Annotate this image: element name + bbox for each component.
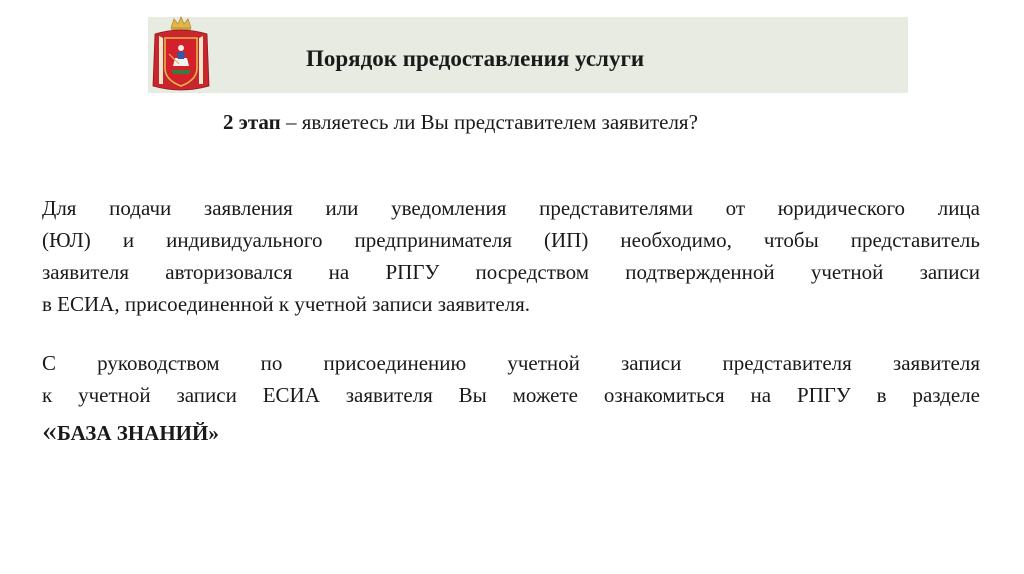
paragraph-line: (ЮЛ) и индивидуального предпринимателя (ИП) необходимо, чтобы представитель <box>42 228 980 252</box>
stage-question <box>223 110 698 135</box>
paragraph-line: заявителя авторизовался на РПГУ посредством подтвержденной учетной записи <box>42 260 980 284</box>
paragraph-line: к учетной записи ЕСИА заявителя Вы можете ознакомиться на РПГУ в разделе <box>42 383 980 407</box>
paragraph-line: в ЕСИА, присоединенной к учетной записи заявителя. <box>42 292 531 316</box>
paragraph-line: Для подачи заявления или уведомления представителями от юридического лица <box>42 196 980 220</box>
paragraph-authorization <box>42 192 980 320</box>
knowledge-base-link[interactable] <box>42 415 980 449</box>
close-quote: » <box>208 421 219 445</box>
paragraph-line: С руководством по присоединению учетной записи представителя заявителя <box>42 351 980 375</box>
knowledge-base-label: БАЗА ЗНАНИЙ <box>57 421 209 445</box>
paragraph-guide <box>42 347 980 449</box>
moscow-oblast-coat-of-arms-icon <box>149 14 213 94</box>
page-title: Порядок предоставления услуги <box>306 46 645 71</box>
stage-number: 2 этап <box>223 110 281 134</box>
stage-question-text: – являетесь ли Вы представителем заявителя? <box>280 110 698 134</box>
open-quote: « <box>42 414 57 447</box>
